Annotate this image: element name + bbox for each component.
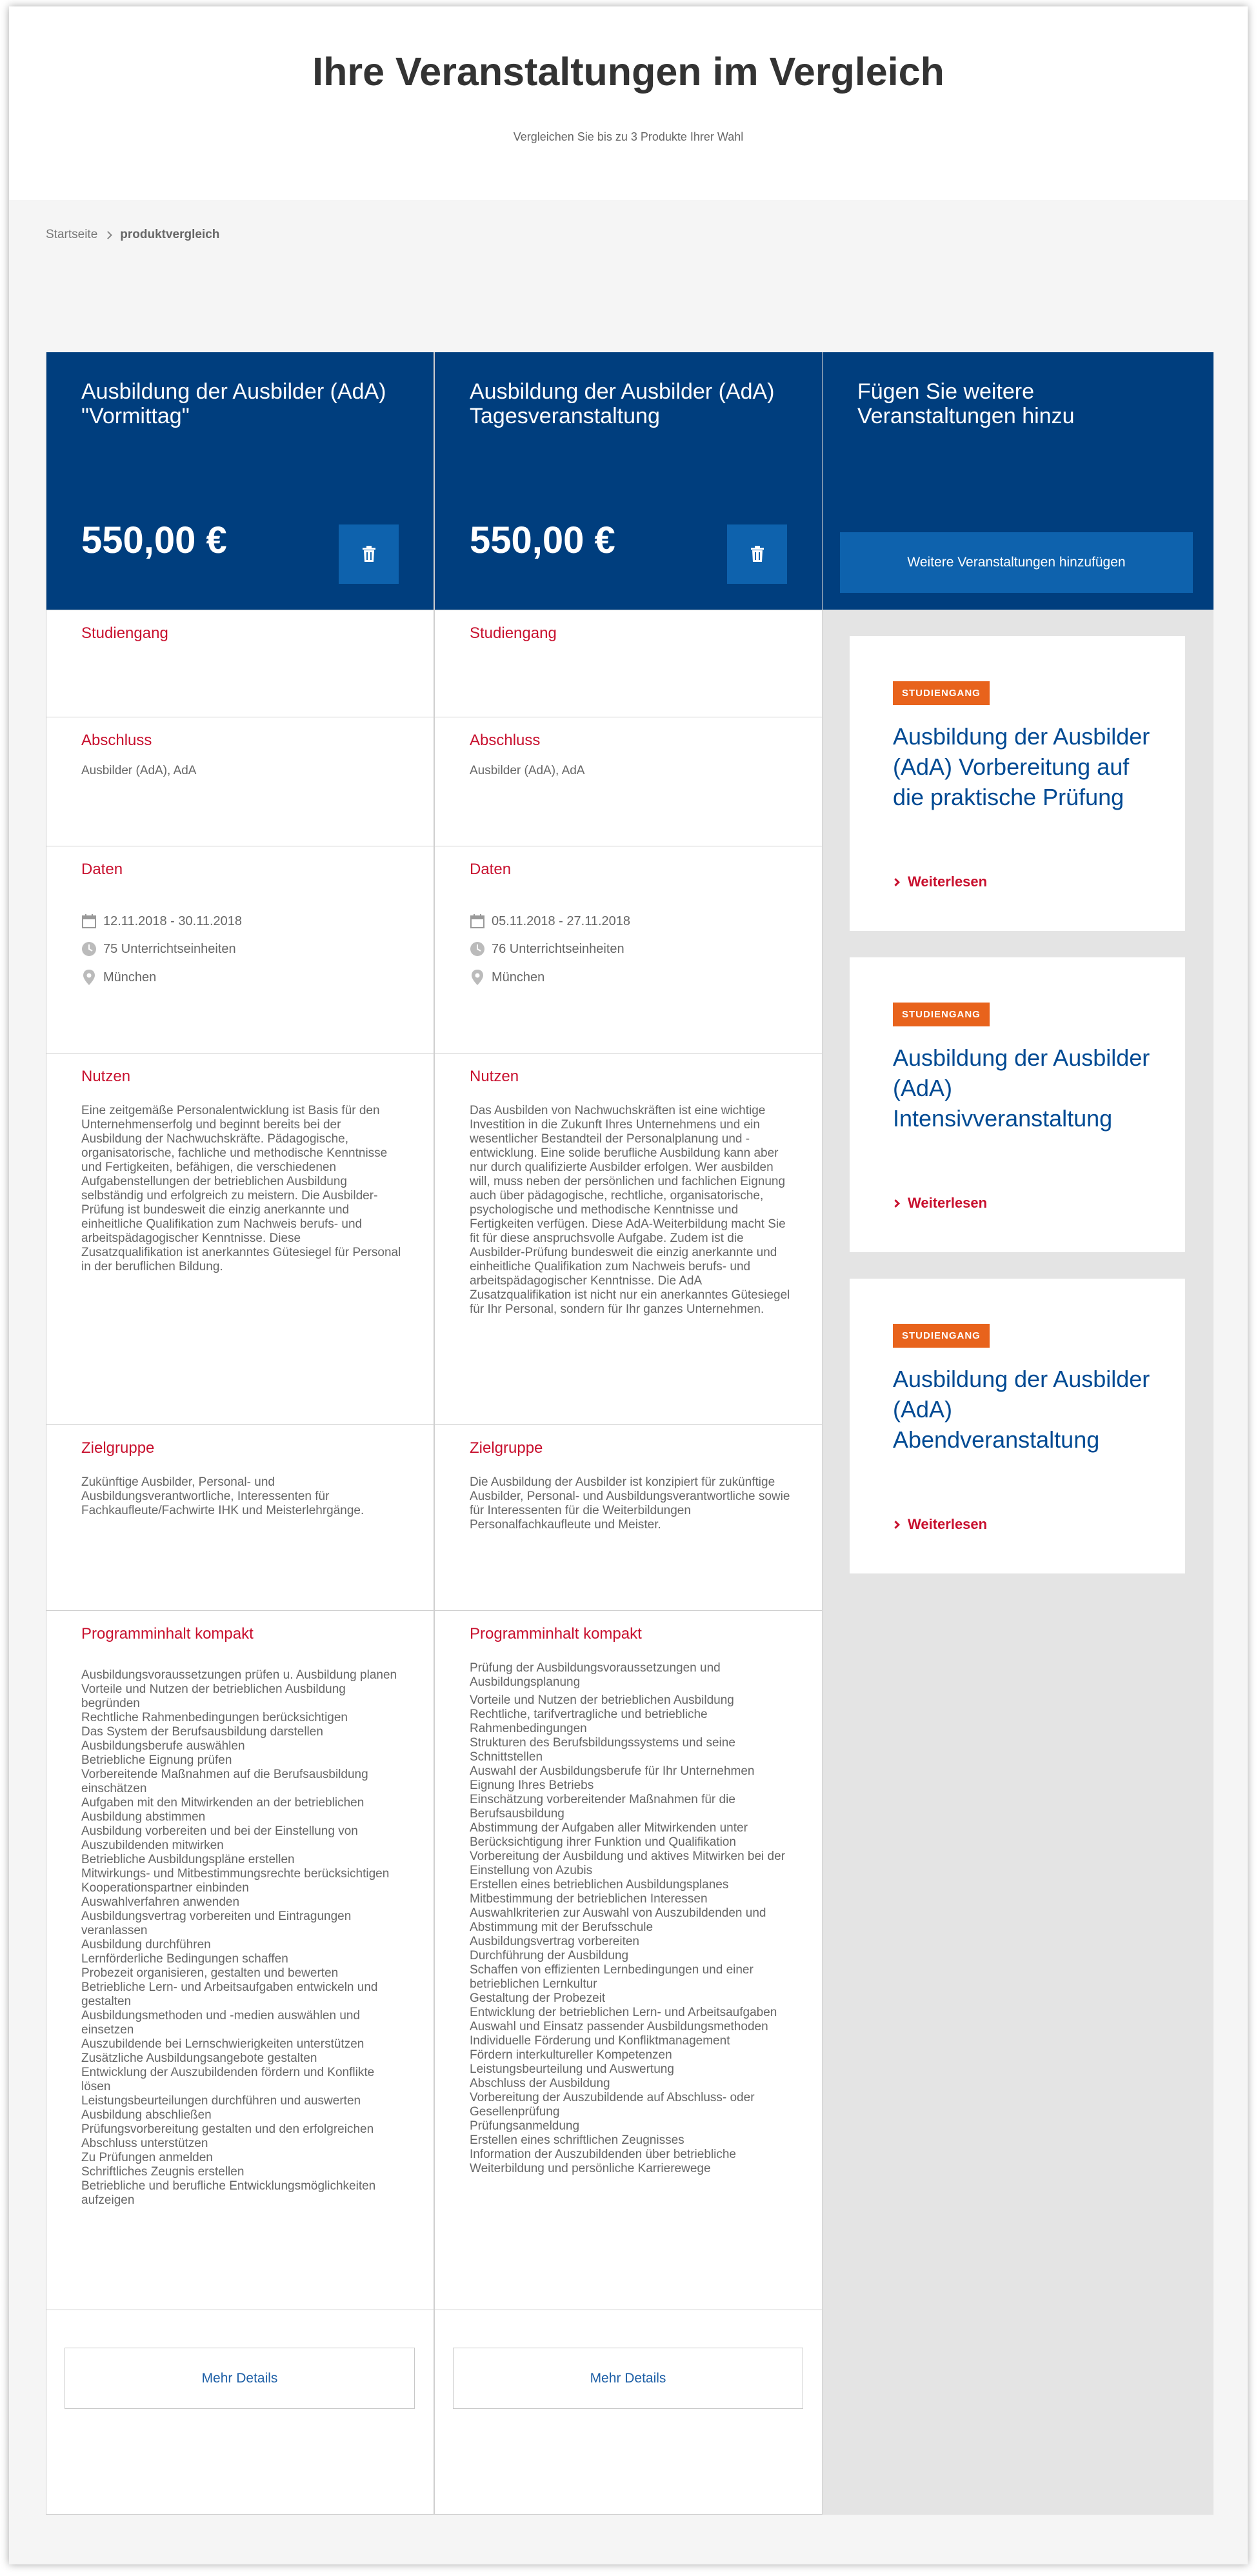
zielgruppe-text: Zukünftige Ausbilder, Personal- und Ausbildungsverantwortliche, Interessenten für Fachkaufleute/Fachwirte IHK und Meisterlehrgänge.	[81, 1475, 364, 1517]
section-studiengang	[435, 610, 822, 717]
suggestion-card[interactable]	[850, 636, 1185, 931]
product-column-1	[46, 352, 434, 2515]
location-row	[470, 969, 544, 986]
programm-text: Vorteile und Nutzen der betrieblichen Ausbildung Rechtliche, tarifvertragliche und betriebliche Rahmenbedingungen Strukturen des Berufsbildungssystems und seine Schnittstellen Auswahl der Ausbildungsberufe für Ihr Unternehmen Eignung Ihres Betriebs Einschätzung vorbereitender Maßnahmen für die Berufsausbildung Abstimmung der Aufgaben aller Mitwirkenden unter Berücksichtigung ihrer Funktion und Qualifikation Vorbereitung der Ausbildung und aktives Mitwirken bei der Einstellung von Azubis Erstellen eines betrieblichen Ausbildungsplanes Mitbestimmung der betrieblichen Interessen Auswahlkriterien zur Auswahl von Auszubildenden und Abstimmung mit der Berufsschule Ausbildungsvertrag vorbereiten Durchführung der Ausbildung Schaffen von effizienten Lernbedingungen und einer betrieblichen Lernkultur Gestaltung der Probezeit Entwicklung der betrieblichen Lern- und Arbeitsaufgaben Auswahl und Einsatz passender Ausbildungsmethoden Individuelle Förderung und Konfliktmanagement Fördern interkultureller Kompetenzen Leistungsbeurteilung und Auswertung Abschluss der Ausbildung Vorbereitung der Auszubildende auf Abschluss- oder Gesellenprüfung Prüfungsanmeldung Erstellen eines schriftlichen Zeugnisses Information der Auszubildenden über betriebliche Weiterbildung und persönliche Karrierewege	[470, 1693, 786, 2175]
page-frame	[9, 6, 1248, 2564]
breadcrumb-current: produktvergleich	[120, 228, 220, 241]
date-value: 05.11.2018 - 27.11.2018	[492, 914, 630, 928]
product-title: Ausbildung der Ausbilder (AdA) Tagesveranstaltung	[470, 379, 775, 428]
section-daten	[46, 846, 434, 1053]
product-title: Ausbildung der Ausbilder (AdA) "Vormittag"	[81, 379, 386, 428]
read-more-link[interactable]	[893, 874, 987, 890]
add-products-header	[823, 352, 1213, 610]
product-price: 550,00 €	[470, 519, 615, 561]
add-products-title: Fügen Sie weitere Veranstaltungen hinzu	[857, 379, 1075, 428]
section-daten	[435, 846, 822, 1053]
section-actions	[46, 2310, 434, 2515]
breadcrumb-chevron-icon	[104, 231, 112, 239]
card-title[interactable]: Ausbildung der Ausbilder (AdA) Intensivveranstaltung	[893, 1044, 1150, 1132]
nutzen-text: Eine zeitgemäße Personalentwicklung ist Basis für den Unternehmenserfolg und beginnt bereits bei der Ausbildung der Nachwuchskräfte. Pädagogische, organisatorische, fachliche und methodische Kenntnisse und Fertigkeiten, befähigen, die verschiedenen Aufgabenstellungen der betrieblichen Ausbildung selbständig und erfolgreich zu meistern. Die Ausbilder-Prüfung ist bundesweit die einzig anerkannte und einheitliche Qualifikation zum Nachweis berufs- und arbeitspädagogischer Kenntnisse. Diese Zusatzqualifikation ist anerkanntes Gütesiegel für Personal in der beruflichen Bildung.	[81, 1104, 401, 1273]
units-value: 76 Unterrichtseinheiten	[492, 941, 624, 956]
section-actions	[435, 2310, 822, 2515]
chevron-right-icon	[892, 1521, 900, 1529]
section-programm	[435, 1610, 822, 2310]
card-title[interactable]: Ausbildung der Ausbilder (AdA) Abendveranstaltung	[893, 1366, 1150, 1453]
product-header	[46, 352, 434, 610]
section-studiengang	[46, 610, 434, 717]
section-label: Studiengang	[81, 624, 168, 642]
page-header	[9, 6, 1248, 200]
chevron-right-icon	[892, 1199, 900, 1208]
page-subtitle: Vergleichen Sie bis zu 3 Produkte Ihrer Wahl	[513, 130, 744, 143]
section-abschluss	[46, 717, 434, 846]
section-label: Nutzen	[81, 1068, 131, 1085]
section-abschluss	[435, 717, 822, 846]
section-label: Zielgruppe	[470, 1439, 543, 1457]
calendar-icon	[81, 914, 97, 929]
trash-icon	[750, 546, 764, 563]
units-value: 75 Unterrichtseinheiten	[103, 941, 236, 956]
read-more-label: Weiterlesen	[908, 1195, 988, 1211]
date-value: 12.11.2018 - 30.11.2018	[103, 914, 242, 928]
programm-intro: Prüfung der Ausbildungsvoraussetzungen und Ausbildungsplanung	[470, 1661, 721, 1689]
section-label: Programminhalt kompakt	[470, 1625, 642, 1642]
section-label: Daten	[81, 861, 123, 878]
category-badge: STUDIENGANG	[893, 681, 990, 705]
suggestion-card[interactable]	[850, 1279, 1185, 1573]
section-zielgruppe	[46, 1424, 434, 1610]
section-label: Abschluss	[470, 732, 541, 749]
location-row	[81, 969, 156, 986]
chevron-right-icon	[892, 878, 900, 886]
section-nutzen	[46, 1053, 434, 1424]
product-price: 550,00 €	[81, 519, 227, 561]
category-badge: STUDIENGANG	[893, 1003, 990, 1026]
remove-product-button[interactable]	[339, 524, 399, 584]
section-label: Abschluss	[81, 732, 152, 749]
section-programm	[46, 1610, 434, 2310]
clock-icon	[470, 941, 485, 957]
calendar-icon	[470, 914, 485, 929]
suggestion-card[interactable]	[850, 957, 1185, 1252]
mehr-details-button[interactable]: Mehr Details	[65, 2348, 415, 2409]
comparison-table	[46, 352, 1213, 2515]
units-row	[81, 941, 236, 957]
section-nutzen	[435, 1053, 822, 1424]
read-more-label: Weiterlesen	[908, 874, 988, 890]
breadcrumb	[46, 228, 219, 242]
abschluss-value: Ausbilder (AdA), AdA	[81, 764, 197, 777]
product-header	[435, 352, 822, 610]
date-row	[81, 914, 242, 929]
location-value: München	[103, 970, 157, 984]
location-value: München	[492, 970, 545, 984]
product-column-2	[434, 352, 823, 2515]
read-more-link[interactable]	[893, 1516, 987, 1533]
card-title[interactable]: Ausbildung der Ausbilder (AdA) Vorbereitung auf die praktische Prüfung	[893, 723, 1150, 810]
read-more-label: Weiterlesen	[908, 1516, 988, 1532]
section-label: Daten	[470, 861, 512, 878]
units-row	[470, 941, 624, 957]
read-more-link[interactable]	[893, 1195, 987, 1212]
trash-icon	[362, 546, 376, 563]
category-badge: STUDIENGANG	[893, 1324, 990, 1348]
page-title: Ihre Veranstaltungen im Vergleich	[312, 50, 944, 94]
clock-icon	[81, 941, 97, 957]
add-products-button[interactable]: Weitere Veranstaltungen hinzufügen	[840, 532, 1193, 593]
section-label: Nutzen	[470, 1068, 519, 1085]
location-pin-icon	[470, 969, 485, 986]
section-zielgruppe	[435, 1424, 822, 1610]
remove-product-button[interactable]	[727, 524, 787, 584]
location-pin-icon	[81, 969, 97, 986]
section-label: Programminhalt kompakt	[81, 1625, 254, 1642]
section-label: Studiengang	[470, 624, 557, 642]
breadcrumb-home-link[interactable]: Startseite	[46, 228, 98, 241]
section-label: Zielgruppe	[81, 1439, 155, 1457]
date-row	[470, 914, 630, 929]
add-products-column	[823, 352, 1213, 2515]
mehr-details-button[interactable]: Mehr Details	[453, 2348, 803, 2409]
programm-text: Ausbildungsvoraussetzungen prüfen u. Ausbildung planen Vorteile und Nutzen der betrieblichen Ausbildung begründen Rechtliche Rahmenbedingungen berücksichtigen Das System der Berufsausbildung darstellen Ausbildungsberufe auswählen Betriebliche Eignung prüfen Vorbereitende Maßnahmen auf die Berufsausbildung einschätzen Aufgaben mit den Mitwirkenden an der betrieblichen Ausbildung abstimmen Ausbildung vorbereiten und bei der Einstellung von Auszubildenden mitwirken Betriebliche Ausbildungspläne erstellen Mitwirkungs- und Mitbestimmungsrechte berücksichtigen Kooperationspartner einbinden Auswahlverfahren anwenden Ausbildungsvertrag vorbereiten und Eintragungen veranlassen Ausbildung durchführen Lernförderliche Bedingungen schaffen Probezeit organisieren, gestalten und bewerten Betriebliche Lern- und Arbeitsaufgaben entwickeln und gestalten Ausbildungsmethoden und -medien auswählen und einsetzen Auszubildende bei Lernschwierigkeiten unterstützen Zusätzliche Ausbildungsangebote gestalten Entwicklung der Auszubildenden fördern und Konflikte lösen Leistungsbeurteilungen durchführen und auswerten Ausbildung abschließen Prüfungsvorbereitung gestalten und den erfolgreichen Abschluss unterstützen Zu Prüfungen anmelden Schriftliches Zeugnis erstellen Betriebliche und berufliche Entwicklungsmöglichkeiten aufzeigen	[81, 1668, 397, 2207]
nutzen-text: Das Ausbilden von Nachwuchskräften ist eine wichtige Investition in die Zukunft Ihres Unternehmens und ein wesentlicher Bestandteil der Personalplanung und -entwicklung. Eine solide berufliche Ausbildung kann aber nur durch qualifizierte Ausbilder erfolgen. Wer ausbilden will, muss neben der persönlichen und fachlichen Eignung auch über pädagogische, rechtliche, organisatorische, psychologische und methodische Kenntnisse und Fertigkeiten verfügen. Diese AdA-Weiterbildung macht Sie fit für diese anspruchsvolle Aufgabe. Zudem ist die Ausbilder-Prüfung bundesweit die einzig anerkannte und einheitliche Qualifikation zum Nachweis berufs- und arbeitspädagogischer Kenntnisse. Die AdA Zusatzqualifikation ist nicht nur ein anerkanntes Gütesiegel für Ihr Personal, sondern für Ihr ganzes Unternehmen.	[470, 1104, 790, 1316]
zielgruppe-text: Die Ausbildung der Ausbilder ist konzipiert für zukünftige Ausbilder, Personal- und Ausbildungsverantwortliche sowie für Interessenten für die Weiterbildungen Personalfachkaufleute und Meister.	[470, 1475, 790, 1532]
abschluss-value: Ausbilder (AdA), AdA	[470, 764, 585, 777]
